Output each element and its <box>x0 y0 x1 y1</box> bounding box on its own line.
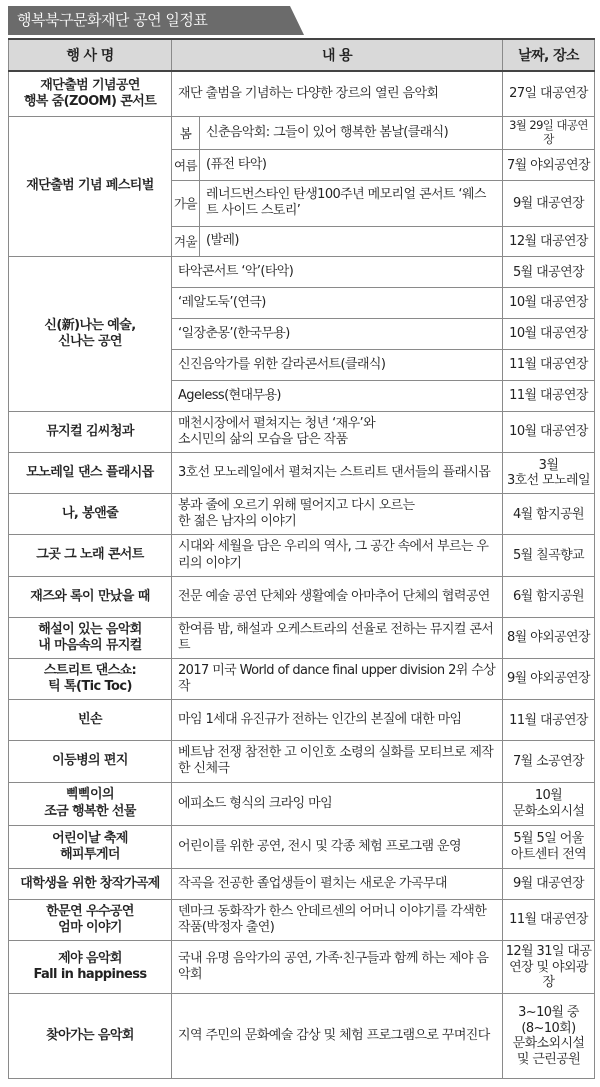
event-content: ‘일장춘몽’(한국무용) <box>172 319 503 350</box>
event-when: 5월 칠곡향교 <box>503 535 595 576</box>
table-row <box>9 71 595 116</box>
event-when: 3~10월 중 (8~10회) 문화소외시설 및 근린공원 <box>503 994 595 1079</box>
event-name: 한문연 우수공연 엄마 이야기 <box>9 899 172 940</box>
season-label: 가을 <box>172 181 200 226</box>
table-row <box>9 494 595 535</box>
event-content: 타악콘서트 ‘악’(타악) <box>172 257 503 288</box>
event-content: 시대와 세월을 담은 우리의 역사, 그 공간 속에서 부르는 우리의 이야기 <box>172 535 503 576</box>
season-label: 겨울 <box>172 226 200 257</box>
schedule-table <box>8 38 595 1079</box>
page-title: 행복북구문화재단 공연 일정표 <box>8 6 290 35</box>
event-name: 빈손 <box>9 700 172 741</box>
event-content: 베트남 전쟁 참전한 고 이인호 소령의 실화를 모티브로 제작한 신체극 <box>172 741 503 782</box>
event-when: 27일 대공연장 <box>503 71 595 116</box>
event-content: 레너드번스타인 탄생100주년 메모리얼 콘서트 ‘웨스트 사이드 스토리’ <box>200 181 503 226</box>
table-row <box>9 257 595 288</box>
event-content: 덴마크 동화작가 한스 안데르센의 어머니 이야기를 각색한 작품(박정자 출연) <box>172 899 503 940</box>
event-when: 8월 야외공연장 <box>503 617 595 658</box>
event-when: 10월 문화소외시설 <box>503 782 595 825</box>
table-row <box>9 869 595 900</box>
event-name: 나, 봉앤줄 <box>9 494 172 535</box>
table-header-row <box>9 39 595 71</box>
event-when: 11월 대공연장 <box>503 350 595 381</box>
table-row <box>9 116 595 150</box>
event-content: 전문 예술 공연 단체와 생활예술 아마추어 단체의 협력공연 <box>172 576 503 617</box>
event-when: 10월 대공연장 <box>503 411 595 452</box>
event-name: 뮤지컬 김씨청과 <box>9 411 172 452</box>
table-row <box>9 411 595 452</box>
event-name: 신(新)나는 예술, 신나는 공연 <box>9 257 172 411</box>
event-name: 스트리트 댄스쇼: 틱 톡(Tic Toc) <box>9 659 172 700</box>
event-content: 에피소드 형식의 크라잉 마임 <box>172 782 503 825</box>
event-content: 한여름 밤, 해설과 오케스트라의 선율로 전하는 뮤지컬 콘서트 <box>172 617 503 658</box>
event-content: 지역 주민의 문화예술 감상 및 체험 프로그램으로 꾸며진다 <box>172 994 503 1079</box>
event-name: 대학생을 위한 창작가곡제 <box>9 869 172 900</box>
table-row <box>9 700 595 741</box>
event-name: 삑삑이의 조금 행복한 선물 <box>9 782 172 825</box>
header-when: 날짜, 장소 <box>503 39 595 71</box>
event-name: 제야 음악회 Fall in happiness <box>9 941 172 994</box>
event-when: 12월 31일 대공 연장 및 야외광장 <box>503 941 595 994</box>
event-when: 10월 대공연장 <box>503 319 595 350</box>
table-row <box>9 659 595 700</box>
event-name: 어린이날 축제 해피투게더 <box>9 825 172 868</box>
header-content: 내 용 <box>172 39 503 71</box>
event-when: 10월 대공연장 <box>503 288 595 319</box>
event-content: 매천시장에서 펼쳐지는 청년 ‘재우’와 소시민의 삶의 모습을 담은 작품 <box>172 411 503 452</box>
event-when: 3월 3호선 모노레일 <box>503 453 595 494</box>
table-row <box>9 576 595 617</box>
event-when: 9월 대공연장 <box>503 869 595 900</box>
event-when: 7월 소공연장 <box>503 741 595 782</box>
event-when: 3월 29일 대공연장 <box>503 116 595 150</box>
header-name: 행 사 명 <box>9 39 172 71</box>
event-when: 11월 대공연장 <box>503 700 595 741</box>
event-when: 6월 함지공원 <box>503 576 595 617</box>
event-when: 5월 대공연장 <box>503 257 595 288</box>
event-name: 해설이 있는 음악회 내 마음속의 뮤지컬 <box>9 617 172 658</box>
event-when: 7월 야외공연장 <box>503 150 595 181</box>
table-row <box>9 941 595 994</box>
event-name: 재즈와 록이 만났을 때 <box>9 576 172 617</box>
table-row <box>9 453 595 494</box>
table-row <box>9 782 595 825</box>
event-content: 어린이를 위한 공연, 전시 및 각종 체험 프로그램 운영 <box>172 825 503 868</box>
event-content: (발레) <box>200 226 503 257</box>
event-content: 봉과 줄에 오르기 위해 떨어지고 다시 오르는 한 젊은 남자의 이야기 <box>172 494 503 535</box>
event-content: 재단 출범을 기념하는 다양한 장르의 열린 음악회 <box>172 71 503 116</box>
table-row <box>9 899 595 940</box>
table-row <box>9 535 595 576</box>
event-name: 재단출범 기념공연 행복 줌(ZOOM) 콘서트 <box>9 71 172 116</box>
table-row <box>9 617 595 658</box>
table-row <box>9 994 595 1079</box>
table-row <box>9 741 595 782</box>
event-content: 2017 미국 World of dance final upper division 2위 수상작 <box>172 659 503 700</box>
event-when: 11월 대공연장 <box>503 381 595 412</box>
event-content: Ageless(현대무용) <box>172 381 503 412</box>
event-when: 4월 함지공원 <box>503 494 595 535</box>
event-content: 작곡을 전공한 졸업생들이 펼치는 새로운 가곡무대 <box>172 869 503 900</box>
event-when: 9월 야외공연장 <box>503 659 595 700</box>
event-name: 재단출범 기념 페스티벌 <box>9 116 172 257</box>
event-when: 9월 대공연장 <box>503 181 595 226</box>
event-content: 마임 1세대 유진규가 전하는 인간의 본질에 대한 마임 <box>172 700 503 741</box>
event-name: 모노레일 댄스 플래시몹 <box>9 453 172 494</box>
season-label: 봄 <box>172 116 200 150</box>
event-name: 그곳 그 노래 콘서트 <box>9 535 172 576</box>
event-when: 11월 대공연장 <box>503 899 595 940</box>
event-content: 신춘음악회: 그들이 있어 행복한 봄날(클래식) <box>200 116 503 150</box>
event-content: 신진음악가를 위한 갈라콘서트(클래식) <box>172 350 503 381</box>
event-content: 3호선 모노레일에서 펼쳐지는 스트리트 댄서들의 플래시몹 <box>172 453 503 494</box>
table-row <box>9 825 595 868</box>
season-label: 여름 <box>172 150 200 181</box>
event-name: 찾아가는 음악회 <box>9 994 172 1079</box>
event-content: 국내 유명 음악가의 공연, 가족·친구들과 함께 하는 제야 음악회 <box>172 941 503 994</box>
event-content: (퓨전 타악) <box>200 150 503 181</box>
event-content: ‘레알도둑’(연극) <box>172 288 503 319</box>
event-when: 12월 대공연장 <box>503 226 595 257</box>
event-when: 5월 5일 어울 아트센터 전역 <box>503 825 595 868</box>
event-name: 이등병의 편지 <box>9 741 172 782</box>
